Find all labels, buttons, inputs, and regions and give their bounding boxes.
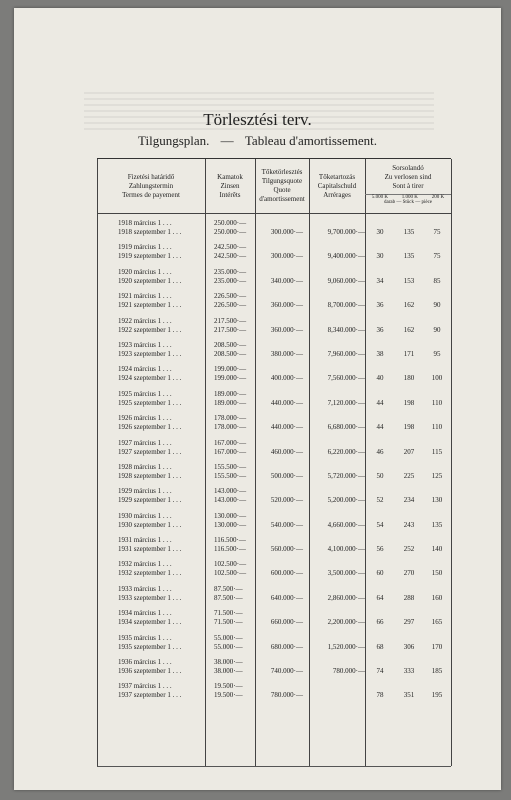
interest-march: 242.500·— xyxy=(214,243,247,252)
interest-march: 167.000·— xyxy=(214,438,247,447)
amortization-quota: 540.000·— xyxy=(270,520,303,529)
draw-5000k: 56 xyxy=(376,545,384,554)
amortization-quota: 380.000·— xyxy=(270,349,303,358)
draw-1000k: 135 xyxy=(403,252,415,261)
capital-debt: 9,060.000·— xyxy=(327,276,365,285)
draw-5000k: 64 xyxy=(376,593,384,602)
capital-debt: 1,520.000·— xyxy=(327,642,365,651)
amortization-quota: 360.000·— xyxy=(270,301,303,310)
draw-1000k: 198 xyxy=(403,423,415,432)
draw-1000k: 297 xyxy=(403,618,415,627)
draw-1000k: 270 xyxy=(403,569,415,578)
draw-1000k: 306 xyxy=(403,642,415,651)
capital-debt: 6,680.000·— xyxy=(327,423,365,432)
draw-5000k: 66 xyxy=(376,618,384,627)
interest-march: 19.500·— xyxy=(214,682,243,691)
table-row xyxy=(97,290,451,314)
payment-date-march: 1931 március 1 . . . xyxy=(118,536,172,545)
table-row xyxy=(97,461,451,485)
payment-date-march: 1918 március 1 . . . xyxy=(118,219,172,227)
draw-1000k: 198 xyxy=(403,398,415,407)
interest-march: 199.000·— xyxy=(214,365,247,374)
table-row xyxy=(97,315,451,339)
draw-5000k: 38 xyxy=(376,349,384,358)
capital-debt: 4,660.000·— xyxy=(327,520,365,529)
capital-debt: 5,720.000·— xyxy=(327,471,365,480)
interest-september: 250.000·— xyxy=(214,228,247,236)
interest-september: 19.500·— xyxy=(214,691,243,700)
amortization-quota: 440.000·— xyxy=(270,423,303,432)
payment-date-march: 1924 március 1 . . . xyxy=(118,365,172,374)
interest-september: 102.500·— xyxy=(214,569,247,578)
draw-200k: 135 xyxy=(431,520,443,529)
draw-5000k: 34 xyxy=(376,276,384,285)
table-row xyxy=(97,412,451,436)
payment-date-september: 1919 szeptember 1 . . . xyxy=(118,252,182,261)
table-row xyxy=(97,266,451,290)
payment-date-september: 1921 szeptember 1 . . . xyxy=(118,301,182,310)
draw-200k: 90 xyxy=(433,301,441,310)
draw-5000k: 44 xyxy=(376,423,384,432)
draw-1000k: 252 xyxy=(403,545,415,554)
payment-date-september: 1937 szeptember 1 . . . xyxy=(118,691,182,700)
draw-5000k: 68 xyxy=(376,642,384,651)
payment-date-march: 1937 március 1 . . . xyxy=(118,682,172,691)
draw-1000k: 135 xyxy=(403,228,415,236)
draw-5000k: 36 xyxy=(376,325,384,334)
interest-march: 250.000·— xyxy=(214,219,247,227)
interest-september: 87.500·— xyxy=(214,593,243,602)
payment-date-march: 1925 március 1 . . . xyxy=(118,389,172,398)
amortization-quota: 600.000·— xyxy=(270,569,303,578)
payment-date-september: 1932 szeptember 1 . . . xyxy=(118,569,182,578)
draw-1000k: 234 xyxy=(403,496,415,505)
payment-date-september: 1920 szeptember 1 . . . xyxy=(118,276,182,285)
interest-september: 167.000·— xyxy=(214,447,247,456)
draw-5000k: 52 xyxy=(376,496,384,505)
table-row xyxy=(97,485,451,509)
draw-5000k: 78 xyxy=(376,691,384,700)
amortization-quota: 680.000·— xyxy=(270,642,303,651)
header-interest: Kamatok Zinsen Intérêts xyxy=(217,172,243,199)
interest-march: 226.500·— xyxy=(214,292,247,301)
draw-200k: 185 xyxy=(431,667,443,676)
payment-date-march: 1919 március 1 . . . xyxy=(118,243,172,252)
interest-march: 55.000·— xyxy=(214,633,243,642)
draw-200k: 125 xyxy=(431,471,443,480)
table-row xyxy=(97,583,451,607)
interest-september: 242.500·— xyxy=(214,252,247,261)
payment-date-september: 1935 szeptember 1 . . . xyxy=(118,642,182,651)
payment-date-march: 1934 március 1 . . . xyxy=(118,609,172,618)
interest-march: 143.000·— xyxy=(214,487,247,496)
header-date: Fizetési határidő Zahlungstermin Termes de payement xyxy=(122,172,180,199)
amortization-quota: 440.000·— xyxy=(270,398,303,407)
interest-march: 178.000·— xyxy=(214,414,247,423)
interest-september: 189.000·— xyxy=(214,398,247,407)
draw-200k: 160 xyxy=(431,593,443,602)
table-row xyxy=(97,437,451,461)
capital-debt: 5,200.000·— xyxy=(327,496,365,505)
payment-date-september: 1924 szeptember 1 . . . xyxy=(118,374,182,383)
amortization-quota: 360.000·— xyxy=(270,325,303,334)
interest-september: 38.000·— xyxy=(214,667,243,676)
table-row xyxy=(97,217,451,241)
page-title: Törlesztési terv. xyxy=(203,110,312,129)
interest-march: 116.500·— xyxy=(214,536,246,545)
draw-200k: 115 xyxy=(431,447,443,456)
draw-200k: 150 xyxy=(431,569,443,578)
table-row xyxy=(97,680,451,704)
draw-1000k: 153 xyxy=(403,276,415,285)
interest-march: 87.500·— xyxy=(214,584,243,593)
header-draw: Sorsolandó Zu verlosen sind Sont à tirer xyxy=(384,163,432,190)
draw-200k: 90 xyxy=(433,325,441,334)
document-page xyxy=(14,8,501,790)
table-body xyxy=(97,217,451,705)
header-debt: Tőketartozás Capitalschuld Arrérages xyxy=(317,172,357,199)
interest-september: 226.500·— xyxy=(214,301,247,310)
draw-5000k: 40 xyxy=(376,374,384,383)
table-row xyxy=(97,388,451,412)
interest-september: 130.000·— xyxy=(214,520,247,529)
draw-200k: 85 xyxy=(433,276,441,285)
payment-date-march: 1932 március 1 . . . xyxy=(118,560,172,569)
capital-debt: 6,220.000·— xyxy=(327,447,365,456)
interest-september: 178.000·— xyxy=(214,423,247,432)
draw-200k: 75 xyxy=(433,252,441,261)
draw-1000k: 225 xyxy=(403,471,415,480)
draw-5000k: 36 xyxy=(376,301,384,310)
interest-march: 155.500·— xyxy=(214,462,247,471)
table-row xyxy=(97,607,451,631)
amortization-quota: 300.000·— xyxy=(270,228,303,236)
payment-date-march: 1933 március 1 . . . xyxy=(118,584,172,593)
payment-date-march: 1922 március 1 . . . xyxy=(118,316,172,325)
table-row xyxy=(97,363,451,387)
draw-1000k: 207 xyxy=(403,447,415,456)
interest-september: 208.500·— xyxy=(214,349,247,358)
draw-200k: 195 xyxy=(431,691,443,700)
header-quota: Tőketörlesztés Tilgungsquote Quote d'amortissement xyxy=(259,168,305,203)
draw-200k: 140 xyxy=(431,545,443,554)
capital-debt: 7,960.000·— xyxy=(327,349,365,358)
capital-debt: 8,340.000·— xyxy=(327,325,365,334)
interest-march: 102.500·— xyxy=(214,560,247,569)
interest-march: 38.000·— xyxy=(214,658,243,667)
draw-1000k: 180 xyxy=(403,374,415,383)
table-row xyxy=(97,632,451,656)
capital-debt: 7,120.000·— xyxy=(327,398,365,407)
draw-5000k: 46 xyxy=(376,447,384,456)
amortization-quota: 780.000·— xyxy=(270,691,303,700)
payment-date-september: 1925 szeptember 1 . . . xyxy=(118,398,182,407)
payment-date-march: 1929 március 1 . . . xyxy=(118,487,172,496)
draw-1000k: 162 xyxy=(403,325,415,334)
draw-5000k: 50 xyxy=(376,471,384,480)
interest-march: 71.500·— xyxy=(214,609,243,618)
draw-5000k: 30 xyxy=(376,228,384,236)
interest-march: 130.000·— xyxy=(214,511,247,520)
payment-date-september: 1934 szeptember 1 . . . xyxy=(118,618,182,627)
draw-5000k: 60 xyxy=(376,569,384,578)
payment-date-september: 1936 szeptember 1 . . . xyxy=(118,667,182,676)
payment-date-march: 1928 március 1 . . . xyxy=(118,462,172,471)
interest-march: 217.500·— xyxy=(214,316,247,325)
capital-debt: 3,500.000·— xyxy=(327,569,365,578)
interest-march: 235.000·— xyxy=(214,267,247,276)
payment-date-march: 1927 március 1 . . . xyxy=(118,438,172,447)
amortization-quota: 300.000·— xyxy=(270,252,303,261)
draw-5000k: 30 xyxy=(376,252,384,261)
table-row xyxy=(97,534,451,558)
amortization-quota: 560.000·— xyxy=(270,545,303,554)
draw-1000k: 288 xyxy=(403,593,415,602)
payment-date-march: 1936 március 1 . . . xyxy=(118,658,172,667)
payment-date-march: 1935 március 1 . . . xyxy=(118,633,172,642)
subtitle-german: Tilgungsplan. xyxy=(137,133,210,148)
interest-september: 143.000·— xyxy=(214,496,247,505)
interest-march: 189.000·— xyxy=(214,389,247,398)
draw-200k: 170 xyxy=(431,642,443,651)
capital-debt: 780.000·— xyxy=(332,667,365,676)
draw-200k: 110 xyxy=(431,423,443,432)
draw-1000k: 351 xyxy=(403,691,415,700)
payment-date-march: 1926 március 1 . . . xyxy=(118,414,172,423)
payment-date-september: 1918 szeptember 1 . . . xyxy=(118,228,182,236)
amortization-quota: 340.000·— xyxy=(270,276,303,285)
draw-1000k: 171 xyxy=(403,349,415,358)
draw-200k: 75 xyxy=(433,228,441,236)
amortization-quota: 640.000·— xyxy=(270,593,303,602)
payment-date-september: 1931 szeptember 1 . . . xyxy=(118,545,182,554)
table-row xyxy=(97,510,451,534)
amortization-quota: 460.000·— xyxy=(270,447,303,456)
draw-1000k: 162 xyxy=(403,301,415,310)
capital-debt: 9,400.000·— xyxy=(327,252,365,261)
subtitle-french: Tableau d'amortissement. xyxy=(244,133,378,148)
capital-debt: 9,700.000·— xyxy=(327,228,365,236)
capital-debt: 4,100.000·— xyxy=(327,545,365,554)
payment-date-september: 1933 szeptember 1 . . . xyxy=(118,593,182,602)
amortization-quota: 500.000·— xyxy=(270,471,303,480)
draw-200k: 130 xyxy=(431,496,443,505)
amortization-quota: 400.000·— xyxy=(270,374,303,383)
page-subtitle xyxy=(14,133,501,149)
interest-september: 217.500·— xyxy=(214,325,247,334)
payment-date-september: 1929 szeptember 1 . . . xyxy=(118,496,182,505)
payment-date-march: 1930 március 1 . . . xyxy=(118,511,172,520)
payment-date-september: 1927 szeptember 1 . . . xyxy=(118,447,182,456)
amortization-quota: 520.000·— xyxy=(270,496,303,505)
amortization-table xyxy=(97,158,451,767)
capital-debt: 2,200.000·— xyxy=(327,618,365,627)
subtitle-separator: — xyxy=(220,133,234,148)
payment-date-march: 1920 március 1 . . . xyxy=(118,267,172,276)
interest-september: 155.500·— xyxy=(214,471,247,480)
capital-debt: 7,560.000·— xyxy=(327,374,365,383)
draw-1000k: 243 xyxy=(403,520,415,529)
draw-1000k: 333 xyxy=(403,667,415,676)
draw-200k: 110 xyxy=(431,398,443,407)
amortization-quota: 660.000·— xyxy=(270,618,303,627)
payment-date-september: 1926 szeptember 1 . . . xyxy=(118,423,182,432)
table-row xyxy=(97,339,451,363)
payment-date-march: 1921 március 1 . . . xyxy=(118,292,172,301)
draw-200k: 95 xyxy=(433,349,441,358)
amortization-quota: 740.000·— xyxy=(270,667,303,676)
payment-date-september: 1930 szeptember 1 . . . xyxy=(118,520,182,529)
draw-5000k: 44 xyxy=(376,398,384,407)
interest-september: 235.000·— xyxy=(214,276,247,285)
table-row xyxy=(97,656,451,680)
header-denominations: 5.000 K 1.000 K 200 K darab — Stück — pièce xyxy=(371,195,445,205)
interest-september: 199.000·— xyxy=(214,374,247,383)
draw-200k: 100 xyxy=(431,374,443,383)
capital-debt: 2,860.000·— xyxy=(327,593,365,602)
payment-date-september: 1922 szeptember 1 . . . xyxy=(118,325,182,334)
draw-200k: 165 xyxy=(431,618,443,627)
payment-date-september: 1928 szeptember 1 . . . xyxy=(118,471,182,480)
table-row xyxy=(97,558,451,582)
payment-date-march: 1923 március 1 . . . xyxy=(118,340,172,349)
interest-september: 116.500·— xyxy=(214,545,246,554)
draw-5000k: 74 xyxy=(376,667,384,676)
interest-september: 55.000·— xyxy=(214,642,243,651)
interest-september: 71.500·— xyxy=(214,618,243,627)
capital-debt: 8,700.000·— xyxy=(327,301,365,310)
table-row xyxy=(97,241,451,265)
draw-5000k: 54 xyxy=(376,520,384,529)
payment-date-september: 1923 szeptember 1 . . . xyxy=(118,349,182,358)
interest-march: 208.500·— xyxy=(214,340,247,349)
